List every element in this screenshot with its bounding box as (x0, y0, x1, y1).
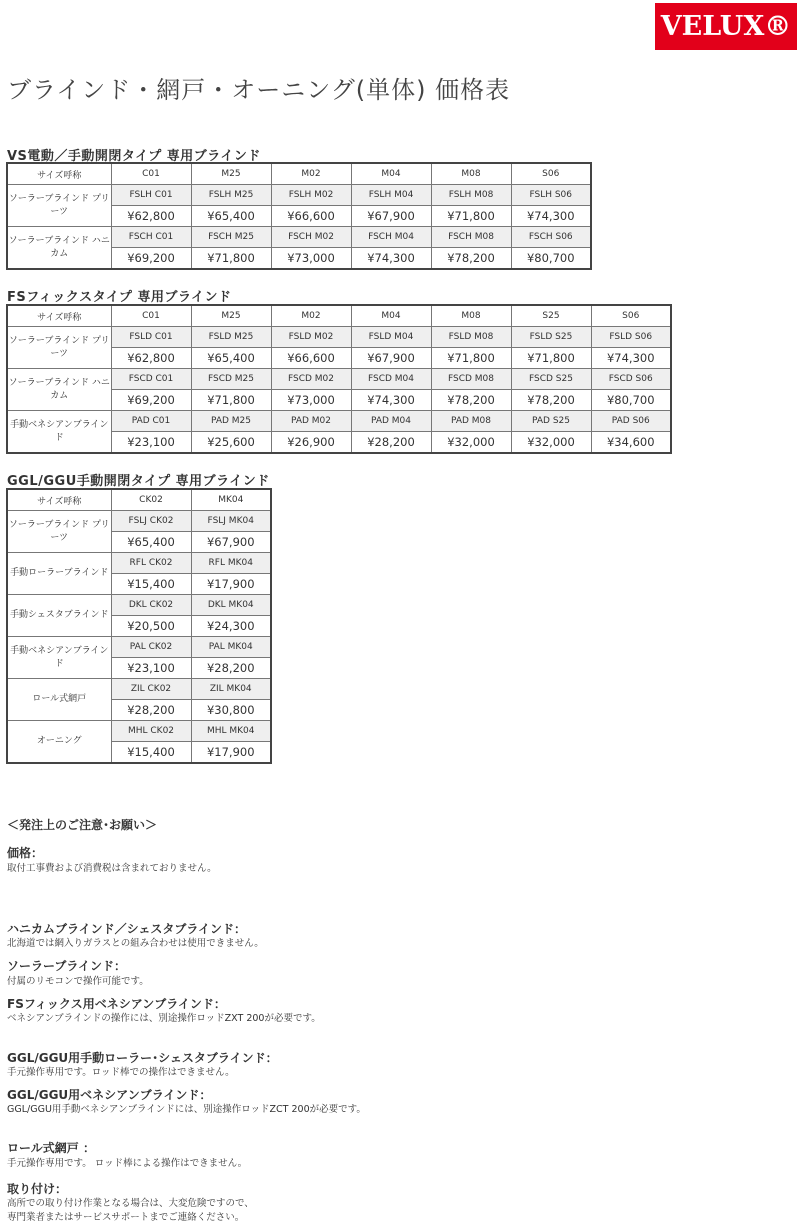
product-code: FSCH C01 (111, 227, 191, 248)
product-price: ¥66,600 (271, 348, 351, 369)
table-row-codes (7, 369, 671, 390)
product-code: MHL CK02 (111, 721, 191, 742)
product-code: ZIL MK04 (191, 679, 271, 700)
product-price: ¥20,500 (111, 616, 191, 637)
note-head-price: 価格： (7, 846, 44, 860)
product-price: ¥74,300 (351, 248, 431, 270)
size-label-header: サイズ呼称 (7, 305, 111, 327)
product-price: ¥34,600 (591, 432, 671, 454)
product-price: ¥67,900 (351, 206, 431, 227)
product-code: FSLD S25 (511, 327, 591, 348)
table-row-codes (7, 411, 671, 432)
product-code: FSCH M08 (431, 227, 511, 248)
table-row-codes (7, 327, 671, 348)
table-row-codes (7, 595, 271, 616)
product-label: 手動ベネシアンブラインド (7, 411, 111, 454)
product-label: ソーラーブラインド ハニカム (7, 227, 111, 270)
product-code: FSCH S06 (511, 227, 591, 248)
size-header: MK04 (191, 489, 271, 511)
table-row-codes (7, 637, 271, 658)
product-code: PAD M04 (351, 411, 431, 432)
product-code: FSLD M25 (191, 327, 271, 348)
product-price: ¥74,300 (351, 390, 431, 411)
product-code: FSLH M04 (351, 185, 431, 206)
size-header: C01 (111, 305, 191, 327)
note-text-price: 取付工事費および消費税は含まれておりません。 (7, 863, 217, 874)
product-code: FSLH M08 (431, 185, 511, 206)
product-price: ¥73,000 (271, 248, 351, 270)
note-head-ggl-venetian: GGL/GGU用ベネシアンブラインド： (7, 1088, 212, 1102)
product-code: FSCD M25 (191, 369, 271, 390)
product-code: FSCD M08 (431, 369, 511, 390)
product-code: FSLH M02 (271, 185, 351, 206)
product-code: PAL CK02 (111, 637, 191, 658)
product-code: FSLD M04 (351, 327, 431, 348)
note-head-solar: ソーラーブラインド： (7, 959, 127, 973)
product-price: ¥28,200 (351, 432, 431, 454)
product-code: FSLH C01 (111, 185, 191, 206)
size-header: S06 (511, 163, 591, 185)
table-row-codes (7, 553, 271, 574)
section-title-fs: FSフィックスタイプ 専用ブラインド (7, 290, 232, 305)
table-row-codes (7, 721, 271, 742)
product-code: FSCH M04 (351, 227, 431, 248)
size-header: S25 (511, 305, 591, 327)
size-header: S06 (591, 305, 671, 327)
price-table-ggl (6, 488, 272, 764)
product-price: ¥67,900 (351, 348, 431, 369)
product-label: 手動ローラーブラインド (7, 553, 111, 595)
size-label-header: サイズ呼称 (7, 489, 111, 511)
note-text-honeycomb: 北海道では網入りガラスとの組み合わせは使用できません。 (7, 938, 264, 949)
product-code: PAD S06 (591, 411, 671, 432)
product-code: FSLD M08 (431, 327, 511, 348)
product-code: PAD M08 (431, 411, 511, 432)
note-head-ggl-roller: GGL/GGU用手動ローラー･シェスタブラインド： (7, 1051, 278, 1065)
note-head-honeycomb: ハニカムブラインド／シェスタブラインド： (7, 922, 247, 936)
product-price: ¥65,400 (191, 206, 271, 227)
notes-heading: ＜発注上のご注意･お願い＞ (7, 818, 158, 832)
table-header-row (7, 489, 271, 511)
product-code: RFL MK04 (191, 553, 271, 574)
product-code: FSCD M04 (351, 369, 431, 390)
product-price: ¥66,600 (271, 206, 351, 227)
product-code: PAD M02 (271, 411, 351, 432)
product-label: 手動シェスタブラインド (7, 595, 111, 637)
product-price: ¥73,000 (271, 390, 351, 411)
product-label: ソーラーブラインド ハニカム (7, 369, 111, 411)
product-price: ¥17,900 (191, 574, 271, 595)
product-price: ¥80,700 (591, 390, 671, 411)
table-row-codes (7, 511, 271, 532)
table-header-row (7, 163, 591, 185)
velux-logo: VELUX® (655, 3, 797, 50)
size-label-header: サイズ呼称 (7, 163, 111, 185)
note-text-ggl-roller: 手元操作専用です。ロッド棒での操作はできません。 (7, 1067, 235, 1078)
product-code: FSLH S06 (511, 185, 591, 206)
product-code: ZIL CK02 (111, 679, 191, 700)
price-table-fs (6, 304, 672, 454)
product-price: ¥23,100 (111, 432, 191, 454)
product-code: PAD C01 (111, 411, 191, 432)
size-header: C01 (111, 163, 191, 185)
product-price: ¥78,200 (431, 390, 511, 411)
product-code: FSLD M02 (271, 327, 351, 348)
product-price: ¥32,000 (511, 432, 591, 454)
product-price: ¥74,300 (591, 348, 671, 369)
note-text-solar: 付属のリモコンで操作可能です。 (7, 976, 149, 987)
product-code: PAD M25 (191, 411, 271, 432)
section-title-ggl: GGL/GGU手動開閉タイプ 専用ブラインド (7, 474, 270, 489)
product-code: FSCH M02 (271, 227, 351, 248)
product-price: ¥78,200 (511, 390, 591, 411)
table-row-codes (7, 227, 591, 248)
product-price: ¥17,900 (191, 742, 271, 764)
product-label: ソーラーブラインド プリーツ (7, 327, 111, 369)
note-text-install: 高所での取り付け作業となる場合は、大変危険ですので、 専門業者またはサービスサポートまでご連絡ください。 (7, 1198, 254, 1223)
product-label: 手動ベネシアンブラインド (7, 637, 111, 679)
product-price: ¥65,400 (191, 348, 271, 369)
product-price: ¥26,900 (271, 432, 351, 454)
product-price: ¥80,700 (511, 248, 591, 270)
page-title: ブラインド・網戸・オーニング(単体) 価格表 (7, 76, 511, 104)
product-price: ¥71,800 (511, 348, 591, 369)
product-code: FSCD C01 (111, 369, 191, 390)
product-price: ¥25,600 (191, 432, 271, 454)
product-code: DKL CK02 (111, 595, 191, 616)
product-price: ¥67,900 (191, 532, 271, 553)
product-price: ¥71,800 (191, 248, 271, 270)
product-price: ¥69,200 (111, 390, 191, 411)
product-price: ¥71,800 (191, 390, 271, 411)
product-price: ¥74,300 (511, 206, 591, 227)
product-price: ¥78,200 (431, 248, 511, 270)
note-text-fs-venetian: ベネシアンブラインドの操作には、別途操作ロッドZXT 200が必要です。 (7, 1013, 321, 1024)
size-header: M04 (351, 163, 431, 185)
product-price: ¥23,100 (111, 658, 191, 679)
table-header-row (7, 305, 671, 327)
product-code: FSLD S06 (591, 327, 671, 348)
size-header: M08 (431, 305, 511, 327)
product-price: ¥28,200 (111, 700, 191, 721)
size-header: M25 (191, 163, 271, 185)
product-code: DKL MK04 (191, 595, 271, 616)
product-code: MHL MK04 (191, 721, 271, 742)
note-head-install: 取り付け： (7, 1182, 68, 1196)
size-header: M25 (191, 305, 271, 327)
product-label: ロール式網戸 (7, 679, 111, 721)
size-header: M02 (271, 305, 351, 327)
note-head-fs-venetian: FSフィックス用ベネシアンブラインド： (7, 997, 226, 1011)
product-code: FSLD C01 (111, 327, 191, 348)
product-code: FSCH M25 (191, 227, 271, 248)
product-price: ¥30,800 (191, 700, 271, 721)
product-code: FSLH M25 (191, 185, 271, 206)
product-code: FSCD S25 (511, 369, 591, 390)
price-table-vs (6, 162, 592, 270)
note-head-roll-screen: ロール式網戸 ： (7, 1141, 95, 1155)
section-title-vs: VS電動／手動開閉タイプ 専用ブラインド (7, 149, 261, 164)
product-price: ¥32,000 (431, 432, 511, 454)
size-header: M04 (351, 305, 431, 327)
product-code: PAL MK04 (191, 637, 271, 658)
product-price: ¥24,300 (191, 616, 271, 637)
product-price: ¥15,400 (111, 742, 191, 764)
product-price: ¥15,400 (111, 574, 191, 595)
product-price: ¥62,800 (111, 206, 191, 227)
product-code: FSLJ MK04 (191, 511, 271, 532)
product-code: FSLJ CK02 (111, 511, 191, 532)
product-code: PAD S25 (511, 411, 591, 432)
product-label: オーニング (7, 721, 111, 764)
size-header: M08 (431, 163, 511, 185)
product-code: RFL CK02 (111, 553, 191, 574)
product-price: ¥65,400 (111, 532, 191, 553)
product-price: ¥71,800 (431, 348, 511, 369)
size-header: CK02 (111, 489, 191, 511)
product-price: ¥28,200 (191, 658, 271, 679)
product-label: ソーラーブラインド プリーツ (7, 185, 111, 227)
table-row-codes (7, 185, 591, 206)
product-price: ¥71,800 (431, 206, 511, 227)
size-header: M02 (271, 163, 351, 185)
product-code: FSCD M02 (271, 369, 351, 390)
note-text-ggl-venetian: GGL/GGU用手動ベネシアンブラインドには、別途操作ロッドZCT 200が必要です。 (7, 1104, 366, 1115)
table-row-codes (7, 679, 271, 700)
product-price: ¥62,800 (111, 348, 191, 369)
product-code: FSCD S06 (591, 369, 671, 390)
note-text-roll-screen: 手元操作専用です。 ロッド棒による操作はできません。 (7, 1158, 248, 1169)
product-label: ソーラーブラインド プリーツ (7, 511, 111, 553)
product-price: ¥69,200 (111, 248, 191, 270)
